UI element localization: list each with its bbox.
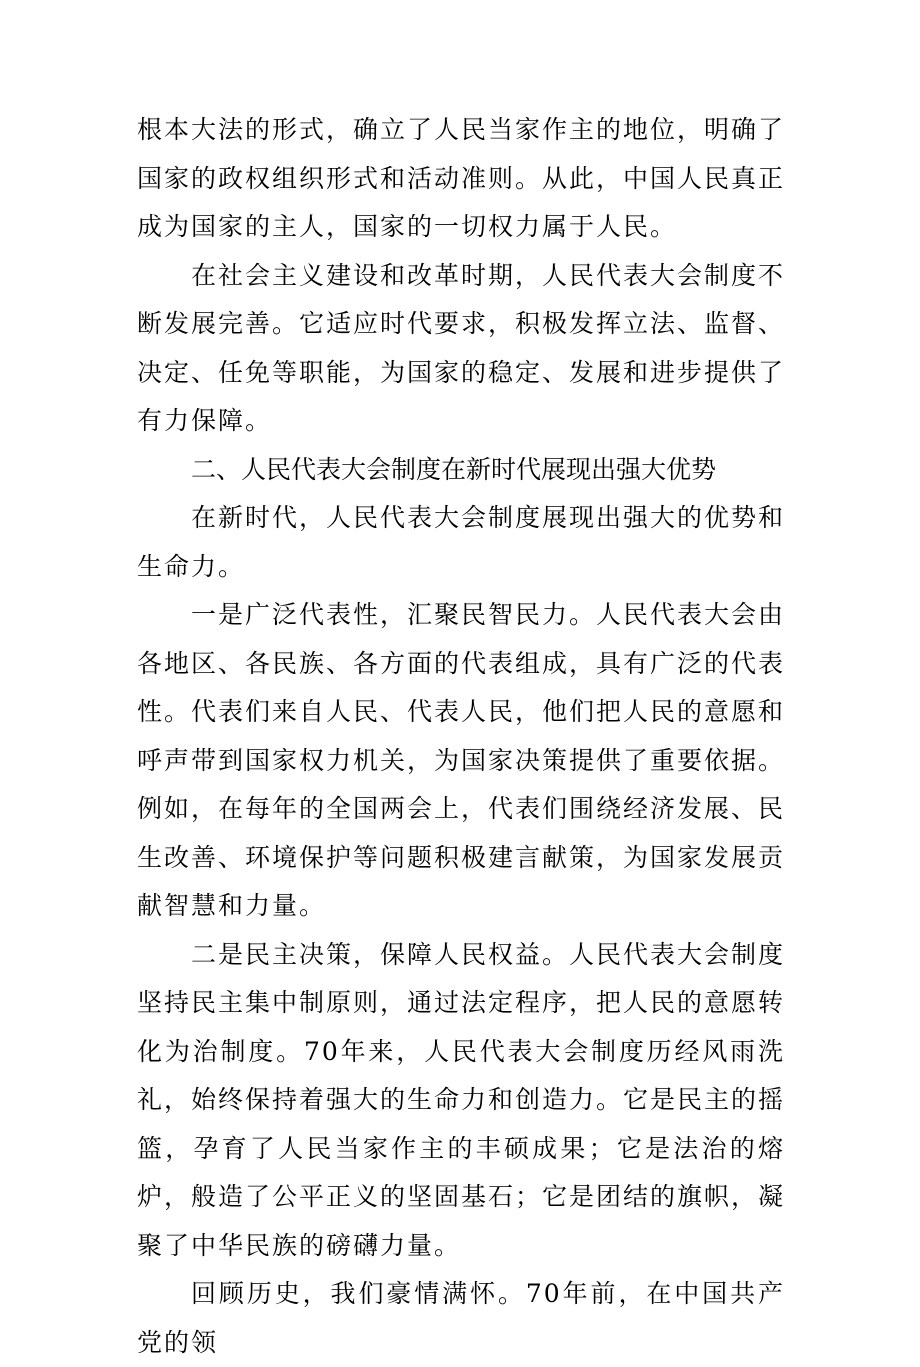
paragraph-new-era: 在新时代，人民代表大会制度展现出强大的优势和生命力。 [137, 503, 786, 581]
paragraph-point-one: 一是广泛代表性，汇聚民智民力。人民代表大会由各地区、各民族、各方面的代表组成，具有广泛的代表性。代表们来自人民、代表人民，他们把人民的意愿和呼声带到国家权力机关，为国家决策提供了重要依据。例如，在每年的全国两会上，代表们围绕经济发展、民生改善、环境保护等问题积极建言献策，为国家发展贡献智慧和力量。 [137, 600, 786, 920]
document-page [137, 106, 785, 1367]
paragraph-point-two: 二是民主决策，保障人民权益。人民代表大会制度坚持民主集中制原则，通过法定程序，把人民的意愿转化为治制度。70年来，人民代表大会制度历经风雨洗礼，始终保持着强大的生命力和创造力。它是民主的摇篮，孕育了人民当家作主的丰硕成果；它是法治的熔炉，般造了公平正义的坚固基石；它是团结的旗帜，凝聚了中华民族的磅礴力量。 [137, 939, 786, 1260]
paragraph-review-history: 回顾历史，我们豪情满怀。70年前，在中国共产党的领 [137, 1279, 785, 1357]
paragraph-reform-period: 在社会主义建设和改革时期，人民代表大会制度不断发展完善。它适应时代要求，积极发挥立法、监督、决定、任免等职能，为国家的稳定、发展和进步提供了有力保障。 [137, 260, 786, 435]
paragraph-continuation: 根本大法的形式，确立了人民当家作主的地位，明确了国家的政权组织形式和活动准则。从此，中国人民真正成为国家的主人，国家的一切权力属于人民。 [137, 115, 786, 241]
section-heading: 二、人民代表大会制度在新时代展现出强大优势 [191, 454, 717, 484]
